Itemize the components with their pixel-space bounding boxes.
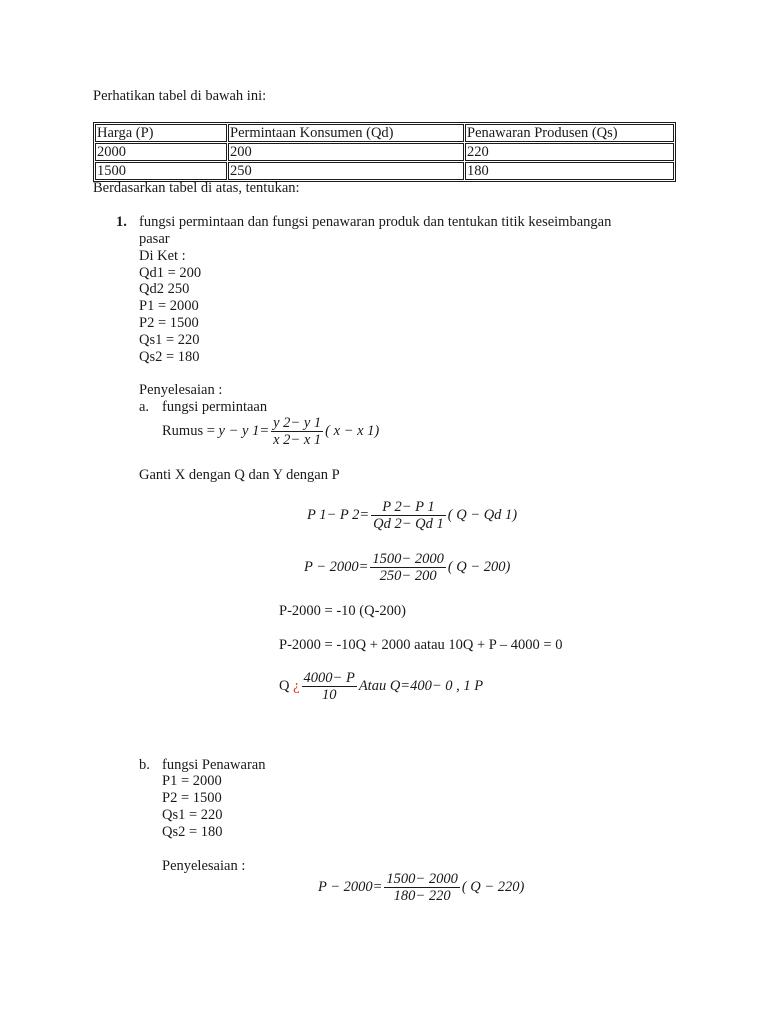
table-cell: 180 (465, 162, 674, 180)
table-row (95, 143, 674, 161)
equation-rhs: ( Q − 200) (447, 559, 511, 575)
equation-rhs: ( Q − Qd 1) (447, 507, 518, 523)
formula-label: Rumus = (162, 423, 215, 439)
table-cell: 200 (228, 143, 464, 161)
intro-text: Perhatikan tabel di bawah ini: (93, 88, 267, 104)
equation-supply-values (318, 868, 524, 906)
equation-demand-values (304, 548, 510, 586)
table-header-cell: Permintaan Konsumen (Qd) (228, 124, 464, 142)
supply-solution-label: Penyelesaian : (162, 858, 246, 874)
known-value: P2 = 1500 (139, 315, 199, 331)
demand-function-result (279, 667, 483, 705)
formula-lhs: y − y 1= (218, 423, 270, 439)
equation-lhs: P − 2000= (304, 559, 369, 575)
part-b-marker: b. (139, 757, 150, 773)
equation-numerator: 1500− 2000 (372, 551, 444, 568)
equation-fraction (371, 499, 446, 532)
table-cell: 250 (228, 162, 464, 180)
supply-known-value: Qs1 = 220 (162, 807, 223, 823)
demand-step-2: P-2000 = -10Q + 2000 aatau 10Q + P – 4000 = 0 (279, 637, 563, 653)
result-glyph: ¿ (293, 678, 300, 694)
result-numerator: 4000− P (303, 670, 355, 687)
supply-known-value: P2 = 1500 (162, 790, 222, 806)
equation-numerator: 1500− 2000 (386, 871, 458, 888)
supply-known-value: Qs2 = 180 (162, 824, 223, 840)
table-cell: 1500 (95, 162, 227, 180)
equation-lhs: P 1− P 2= (307, 507, 370, 523)
equation-denominator: 180− 220 (393, 888, 451, 905)
demand-step-1: P-2000 = -10 (Q-200) (279, 603, 406, 619)
table-row (95, 162, 674, 180)
known-value: Qd2 250 (139, 281, 190, 297)
instruction-text: Berdasarkan tabel di atas, tentukan: (93, 180, 300, 196)
formula-denominator: x 2− x 1 (273, 432, 322, 449)
known-label: Di Ket : (139, 248, 186, 264)
part-a-marker: a. (139, 399, 150, 415)
table-header-cell: Harga (P) (95, 124, 227, 142)
part-b-title: fungsi Penawaran (162, 757, 266, 773)
formula-general (162, 412, 379, 450)
equation-lhs: P − 2000= (318, 879, 383, 895)
known-value: P1 = 2000 (139, 298, 199, 314)
table-header-row (95, 124, 674, 142)
table-cell: 2000 (95, 143, 227, 161)
price-demand-supply-table (93, 122, 676, 182)
result-rhs: Atau Q=400− 0 , 1 P (358, 678, 484, 694)
known-value: Qs2 = 180 (139, 349, 200, 365)
known-value: Qs1 = 220 (139, 332, 200, 348)
table-cell: 220 (465, 143, 674, 161)
result-denominator: 10 (321, 687, 337, 704)
question-number: 1. (116, 214, 127, 230)
replace-note: Ganti X dengan Q dan Y dengan P (139, 467, 340, 483)
part-a-title: fungsi permintaan (162, 399, 268, 415)
supply-known-value: P1 = 2000 (162, 773, 222, 789)
equation-denominator: 250− 200 (379, 568, 437, 585)
known-value: Qd1 = 200 (139, 265, 202, 281)
equation-fraction (384, 871, 459, 904)
formula-rhs: ( x − x 1) (325, 423, 380, 439)
question-line-1: fungsi permintaan dan fungsi penawaran produk dan tentukan titik keseimbangan (139, 214, 612, 230)
equation-fraction (370, 551, 445, 584)
solution-label: Penyelesaian : (139, 382, 223, 398)
result-fraction (302, 670, 357, 703)
formula-fraction (271, 415, 323, 448)
equation-rhs: ( Q − 220) (461, 879, 525, 895)
formula-numerator: y 2− y 1 (273, 415, 322, 432)
equation-demand-general (307, 496, 517, 534)
equation-denominator: Qd 2− Qd 1 (373, 516, 444, 533)
equation-numerator: P 2− P 1 (371, 499, 446, 516)
table-header-cell: Penawaran Produsen (Qs) (465, 124, 674, 142)
question-line-2: pasar (139, 231, 170, 247)
result-q: Q (279, 678, 290, 694)
